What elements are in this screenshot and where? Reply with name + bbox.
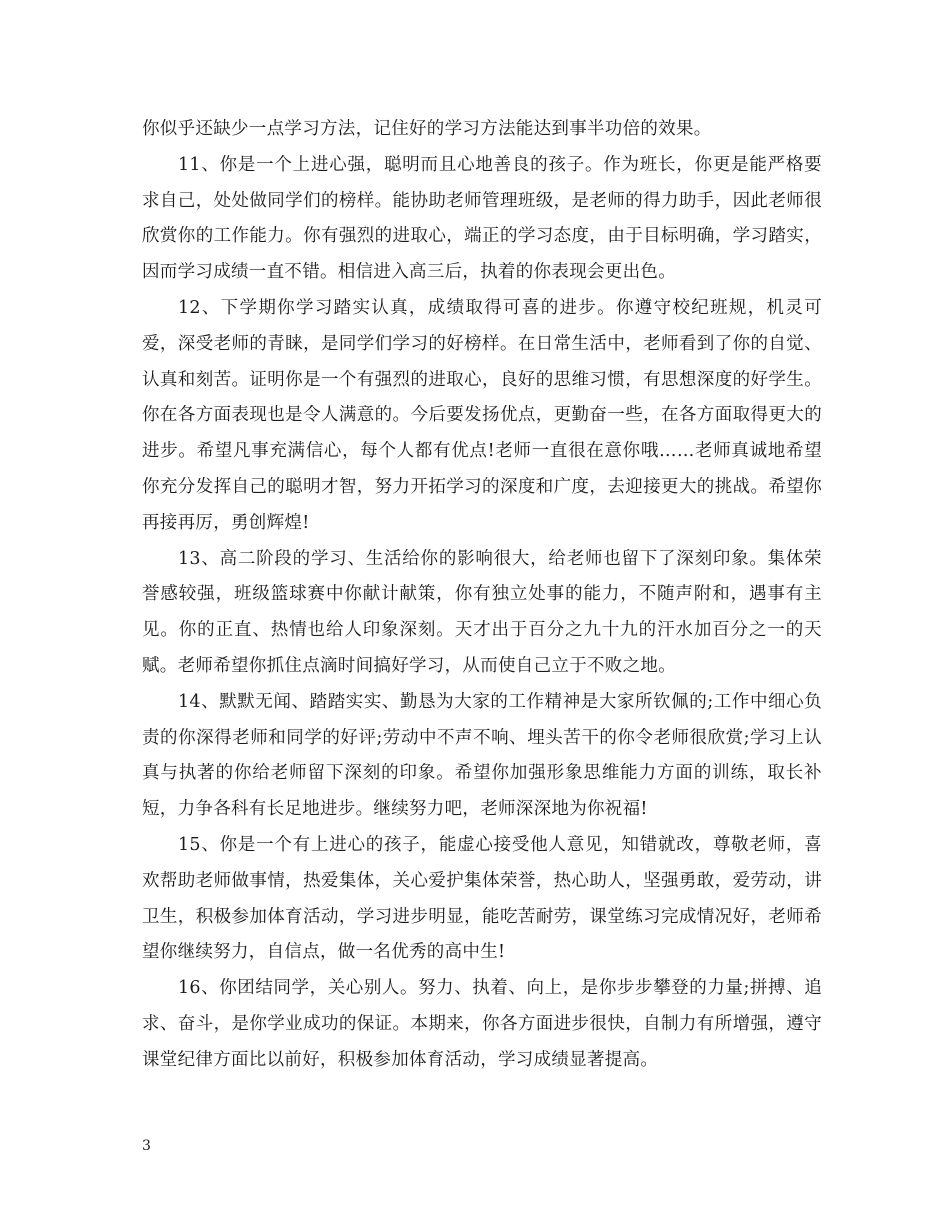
paragraph-comment-16: 16、你团结同学，关心别人。努力、执着、向上，是你步步攀登的力量;拼搏、追求、奋斗，是你学业成功的保证。本期来，你各方面进步很快，自制力有所增强，遵守课堂纪律方面比以前好，积极参加体育活动，学习成绩显著提高。: [142, 978, 822, 1070]
paragraph-comment-12: 12、下学期你学习踏实认真，成绩取得可喜的进步。你遵守校纪班规，机灵可爱，深受老师的青睐，是同学们学习的好榜样。在日常生活中，老师看到了你的自觉、认真和刻苦。证明你是一个有强烈的进取心，良好的思维习惯，有思想深度的好学生。你在各方面表现也是令人满意的。今后要发扬优点，更勤奋一些，在各方面取得更大的进步。希望凡事充满信心，每个人都有优点!老师一直很在意你哦……老师真诚地希望你充分发挥自己的聪明才智，努力开拓学习的深度和广度，去迎接更大的挑战。希望你再接再厉，勇创辉煌!: [142, 297, 822, 533]
page-number: 3: [142, 1138, 151, 1154]
paragraph-continuation: 你似乎还缺少一点学习方法，记住好的学习方法能达到事半功倍的效果。: [142, 119, 712, 139]
paragraph-comment-15: 15、你是一个有上进心的孩子，能虚心接受他人意见，知错就改，尊敬老师，喜欢帮助老师做事情，热爱集体，关心爱护集体荣誉，热心助人，坚强勇敢，爱劳动，讲卫生，积极参加体育活动，学习进步明显，能吃苦耐劳，课堂练习完成情况好，老师希望你继续努力，自信点，做一名优秀的高中生!: [142, 834, 822, 963]
document-body: [142, 112, 822, 1079]
paragraph-comment-11: 11、你是一个上进心强，聪明而且心地善良的孩子。作为班长，你更是能严格要求自己，处处做同学们的榜样。能协助老师管理班级，是老师的得力助手，因此老师很欣赏你的工作能力。你有强烈的进取心，端正的学习态度，由于目标明确，学习踏实，因而学习成绩一直不错。相信进入高三后，执着的你表现会更出色。: [142, 154, 822, 283]
paragraph-comment-14: 14、默默无闻、踏踏实实、勤恳为大家的工作精神是大家所钦佩的;工作中细心负责的你深得老师和同学的好评;劳动中不声不响、埋头苦干的你令老师很欣赏;学习上认真与执著的你给老师留下深刻的印象。希望你加强形象思维能力方面的训练，取长补短，力争各科有长足地进步。继续努力吧，老师深深地为你祝福!: [142, 691, 822, 820]
paragraph-comment-13: 13、高二阶段的学习、生活给你的影响很大，给老师也留下了深刻印象。集体荣誉感较强，班级篮球赛中你献计献策，你有独立处事的能力，不随声附和，遇事有主见。你的正直、热情也给人印象深刻。天才出于百分之九十九的汗水加百分之一的天赋。老师希望你抓住点滴时间搞好学习，从而使自己立于不败之地。: [142, 548, 822, 676]
